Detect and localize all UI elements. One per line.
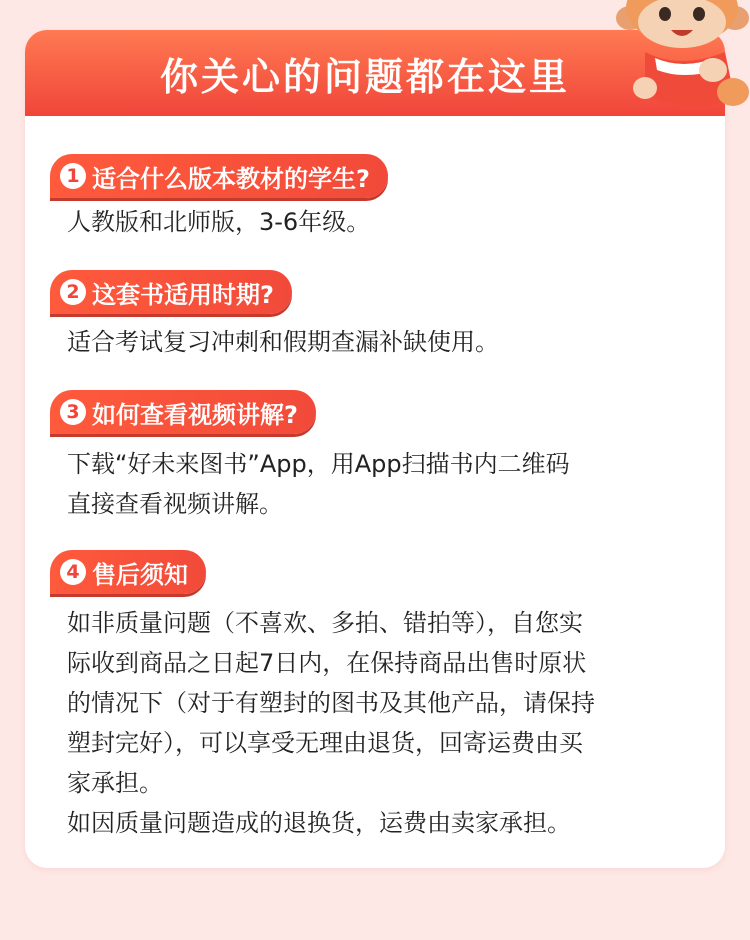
faq-card: [25, 30, 725, 868]
answer-1: [67, 202, 707, 242]
question-number-3: 3: [60, 399, 86, 425]
question-text-3: 如何查看视频讲解?: [92, 400, 298, 429]
answer-2: [67, 322, 707, 362]
answer-4-line-3: 的情况下（对于有塑封的图书及其他产品，请保持: [67, 689, 595, 717]
answer-4-line-4: 塑封完好），可以享受无理由退货，回寄运费由买: [67, 729, 583, 757]
answer-4-line-6: 如因质量问题造成的退换货，运费由卖家承担。: [67, 809, 571, 837]
question-text-2: 这套书适用时期?: [92, 280, 274, 309]
page-title: 你关心的问题都在这里: [159, 54, 570, 99]
answer-4-line-5: 家承担。: [67, 769, 163, 797]
question-text-4: 售后须知: [92, 560, 188, 589]
question-text-1: 适合什么版本教材的学生?: [92, 164, 370, 193]
answer-4: [67, 603, 707, 843]
answer-2-line-1: 适合考试复习冲刺和假期查漏补缺使用。: [67, 328, 499, 356]
answer-3-line-2: 直接查看视频讲解。: [67, 490, 283, 518]
answer-4-line-2: 际收到商品之日起7日内，在保持商品出售时原状: [67, 649, 587, 677]
question-number-4: 4: [60, 559, 86, 585]
question-pill-2: [50, 270, 292, 314]
answer-4-line-1: 如非质量问题（不喜欢、多拍、错拍等），自您实: [67, 609, 583, 637]
question-pill-3: [50, 390, 316, 434]
answer-3-line-1: 下载“好未来图书”App，用App扫描书内二维码: [67, 450, 570, 478]
answer-3: [67, 444, 707, 524]
monkey-mascot-icon: [585, 0, 750, 118]
question-pill-4: [50, 550, 206, 594]
answer-1-line-1: 人教版和北师版，3-6年级。: [67, 208, 371, 236]
question-number-2: 2: [60, 279, 86, 305]
question-number-1: 1: [60, 163, 86, 189]
question-pill-1: [50, 154, 388, 198]
